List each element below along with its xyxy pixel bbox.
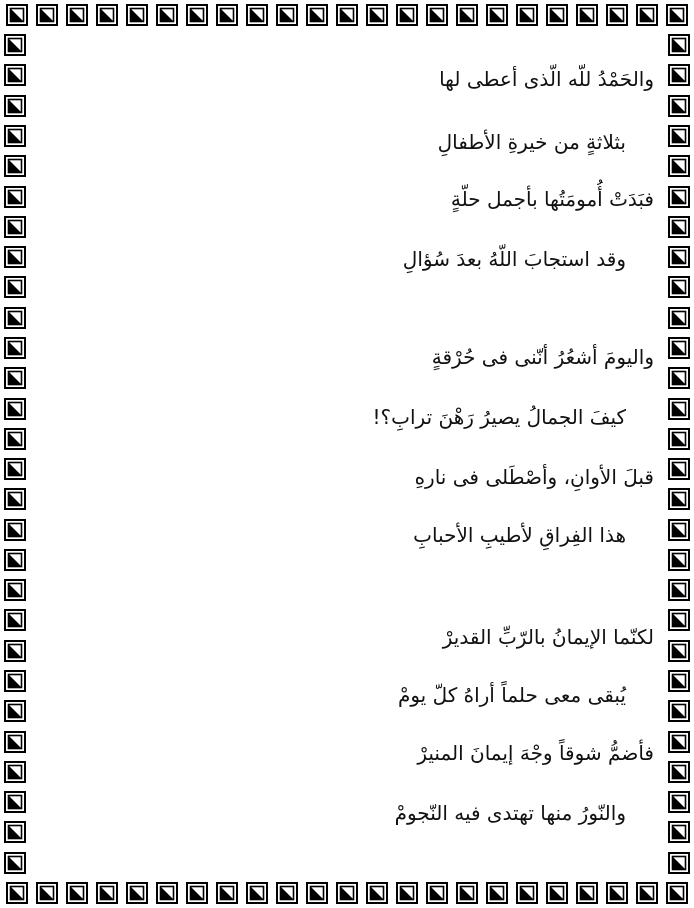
poem [60,45,654,863]
border-tile [216,4,238,26]
border-tile [606,882,628,904]
border-tile [4,216,26,238]
border-tile [396,882,418,904]
verse-line: قبلَ الأوانِ، وأصْطَلى فى نارهِ [414,465,654,489]
border-tile [668,34,690,56]
border-tile [668,609,690,631]
border-tile [668,398,690,420]
verse-line: هذا الفِراقِ لأطيبِ الأحبابِ [413,523,626,547]
border-tile [576,882,598,904]
border-tile [546,4,568,26]
verse-line: واليومَ أشعُرُ أنّنى فى حُرْقةٍ [431,345,654,369]
border-tile [4,821,26,843]
border-tile [456,4,478,26]
verse-line: كيفَ الجمالُ يصيرُ رَهْنَ ترابِ؟! [372,405,626,429]
border-tile [668,186,690,208]
border-tile [186,4,208,26]
border-tile [4,64,26,86]
border-tile [36,882,58,904]
verse-line: يُبقى معى حلماً أراهُ كلّ يومْ [397,683,626,707]
border-tile [516,882,538,904]
border-tile [276,4,298,26]
border-tile [36,4,58,26]
border-tile [668,428,690,450]
border-tile [4,519,26,541]
border-bottom [0,878,694,908]
border-tile [6,4,28,26]
border-tile [606,4,628,26]
border-tile [156,882,178,904]
border-tile [246,882,268,904]
border-tile [668,821,690,843]
border-tile [668,458,690,480]
verse-line: فأضمُّ شوقاً وجْهَ إيمانَ المنيرْ [417,741,654,765]
border-tile [668,488,690,510]
border-tile [4,307,26,329]
border-tile [306,882,328,904]
verse-line: لكنّما الإيمانُ بالرّبِّ القديرْ [442,625,654,649]
border-tile [668,731,690,753]
border-tile [4,458,26,480]
border-tile [4,579,26,601]
border-tile [336,4,358,26]
border-tile [216,882,238,904]
border-tile [668,670,690,692]
border-tile [666,4,688,26]
border-tile [668,367,690,389]
border-tile [396,4,418,26]
border-tile [4,367,26,389]
border-tile [668,791,690,813]
border-tile [668,579,690,601]
border-tile [276,882,298,904]
border-tile [426,4,448,26]
border-tile [668,246,690,268]
border-tile [66,882,88,904]
border-tile [96,882,118,904]
border-tile [636,4,658,26]
border-tile [668,155,690,177]
border-tile [4,428,26,450]
border-tile [486,4,508,26]
border-tile [126,4,148,26]
verse-line: فبَدَتْ أُمومَتُها بأجمل حلّةٍ [450,187,654,211]
border-tile [4,731,26,753]
border-tile [366,4,388,26]
border-tile [126,882,148,904]
border-tile [668,125,690,147]
border-tile [4,125,26,147]
border-tile [668,761,690,783]
border-tile [366,882,388,904]
border-tile [4,246,26,268]
border-tile [546,882,568,904]
border-tile [668,307,690,329]
border-tile [4,488,26,510]
border-right [664,30,694,878]
verse-line: بثلاثةٍ من خيرةِ الأطفالِ [437,130,626,154]
border-tile [4,155,26,177]
border-left [0,30,30,878]
border-tile [426,882,448,904]
border-tile [306,4,328,26]
border-tile [668,700,690,722]
border-tile [668,640,690,662]
border-tile [668,852,690,874]
border-tile [576,4,598,26]
border-tile [4,761,26,783]
border-tile [516,4,538,26]
border-tile [4,34,26,56]
border-tile [4,549,26,571]
border-tile [4,337,26,359]
border-tile [96,4,118,26]
verse-line: والحَمْدُ للّه الّذى أعطى لها [439,67,654,91]
border-tile [486,882,508,904]
border-tile [4,640,26,662]
border-tile [636,882,658,904]
border-tile [4,670,26,692]
border-tile [4,398,26,420]
border-tile [4,791,26,813]
border-tile [668,95,690,117]
border-tile [668,276,690,298]
border-tile [6,882,28,904]
border-tile [668,337,690,359]
border-tile [668,519,690,541]
border-tile [186,882,208,904]
border-tile [4,700,26,722]
verse-line: وقد استجابَ اللّهُ بعدَ سُؤالِ [402,247,626,271]
border-tile [668,64,690,86]
border-tile [156,4,178,26]
border-tile [4,609,26,631]
border-tile [4,186,26,208]
border-tile [4,95,26,117]
border-tile [4,276,26,298]
border-tile [336,882,358,904]
border-top [0,0,694,30]
border-tile [246,4,268,26]
border-tile [66,4,88,26]
border-tile [4,852,26,874]
border-tile [668,549,690,571]
border-tile [668,216,690,238]
border-tile [666,882,688,904]
border-tile [456,882,478,904]
verse-line: والنّورُ منها تهتدى فيه النّجومْ [394,801,626,825]
